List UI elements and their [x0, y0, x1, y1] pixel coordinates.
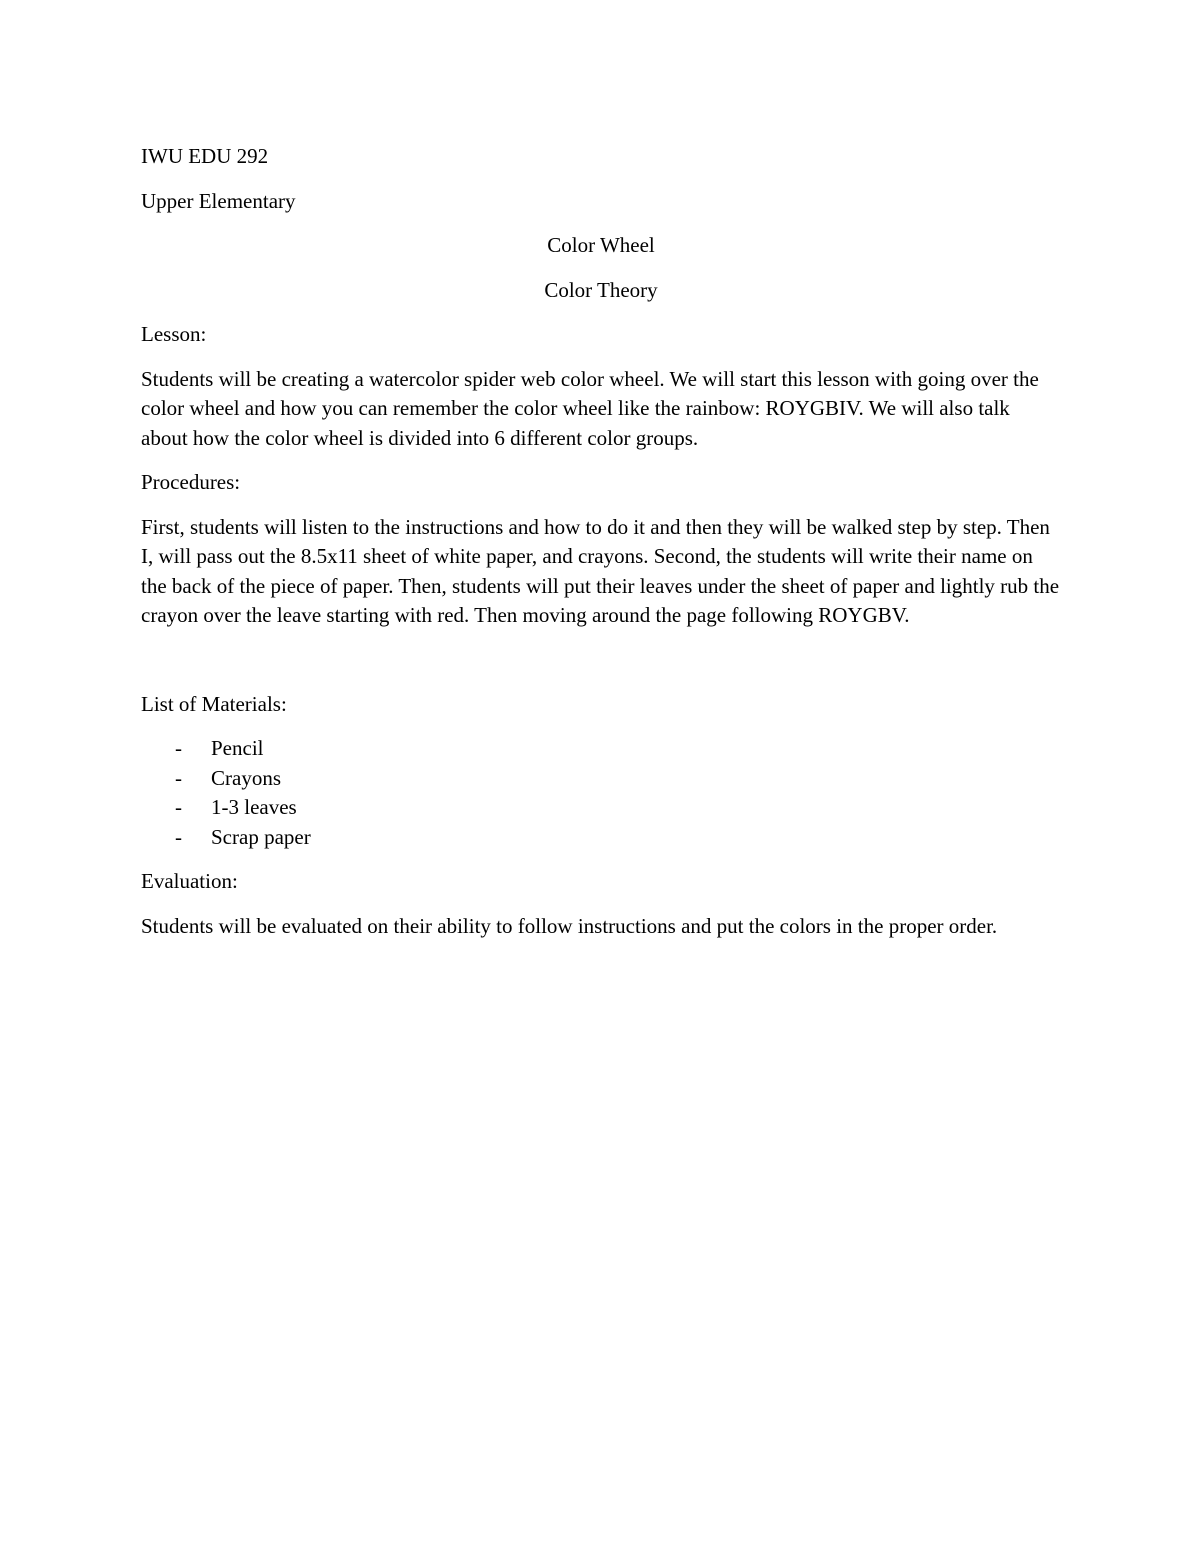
list-item	[141, 734, 1061, 764]
list-bullet: -	[175, 795, 182, 819]
evaluation-body: Students will be evaluated on their ability to follow instructions and put the colors in the proper order.	[141, 913, 998, 938]
materials-heading: List of Materials:	[141, 691, 287, 716]
evaluation-heading: Evaluation:	[141, 869, 238, 893]
blank-line	[141, 646, 1061, 690]
list-item-label: Crayons	[211, 765, 281, 790]
list-item-label: Scrap paper	[211, 824, 311, 849]
materials-list	[141, 734, 1061, 852]
list-bullet: -	[175, 736, 182, 760]
list-item	[141, 823, 1061, 853]
list-item-label: Pencil	[211, 736, 264, 760]
document-subtitle: Color Theory	[544, 277, 658, 302]
lesson-heading: Lesson:	[141, 322, 207, 346]
document-title: Color Wheel	[547, 233, 655, 257]
course-code: IWU EDU 292	[141, 144, 269, 168]
procedures-heading: Procedures:	[141, 470, 241, 494]
list-bullet: -	[175, 824, 182, 849]
document-page	[141, 142, 1061, 956]
list-item	[141, 793, 1061, 823]
lesson-body: Students will be creating a watercolor spider web color wheel. We will start this lesson with going over the color wheel and how you can remember the color wheel like the rainbow: ROYGBIV. We will also talk about how the color wheel is divided into 6 different color groups.	[141, 366, 1039, 450]
list-item	[141, 764, 1061, 794]
grade-level: Upper Elementary	[141, 188, 296, 213]
list-bullet: -	[175, 765, 182, 790]
list-item-label: 1-3 leaves	[211, 795, 297, 819]
procedures-body: First, students will listen to the instructions and how to do it and then they will be walked step by step. Then I, will pass out the 8.5x11 sheet of white paper, and crayons. Second, the students will write their name on the back of the piece of paper. Then, students will put their leaves under the sheet of paper and lightly rub the crayon over the leave starting with red. Then moving around the page following ROYGBV.	[141, 514, 1060, 627]
